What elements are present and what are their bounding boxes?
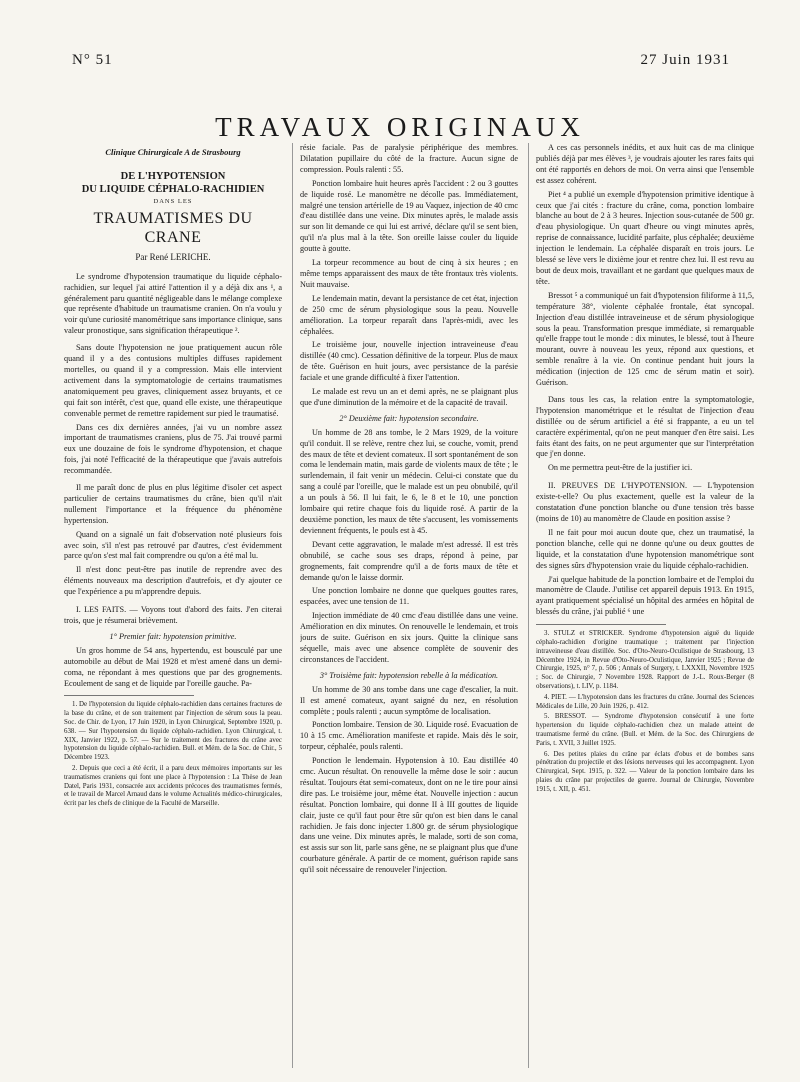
paragraph: Il me paraît donc de plus en plus légitime d'isoler cet aspect particulier de certains traumatismes du crâne, bien qu'il n'ait nullement l'importance et la fréquence du phénomène hypertension. <box>64 483 282 525</box>
paragraph: Sans doute l'hypotension ne joue pratiquement aucun rôle quand il y a des contusions multiples diffuses rapidement mortelles, ou quand il y a compression. Mais elle intervient activement dans la symptomatologie de certains traumatismes anatomiquement peu graves, cliniquement assez bruyants, et ce qui fait son intérêt, c'est que, quand elle existe, une thérapeutique convenable permet de remettre rapidement sur pied le traumatisé. <box>64 343 282 418</box>
footnote: 2. Depuis que ceci a été écrit, il a paru deux mémoires importants sur les traumatismes craniens qui font une place à l'hypotension : La Thèse de Jean Datel, Paris 1931, consacrée aux accidents précoces des traumatismes fermés, et le travail de Marcel Arnaud dans le volume Actualités médico-chirurgicales, écrit par les chefs de clinique de la Faculté de Marseille. <box>64 765 282 808</box>
paragraph: Ponction lombaire huit heures après l'accident : 2 ou 3 gouttes de liquide rosé. Le manomètre ne décolle pas. Immédiatement, malgré une tension artérielle de 19 au Vaquez, injection de 40 cmc d'eau distillée dans une veine. Dix minutes après, le malade assis sur son lit demande ce qui lui est arrivé, déclare qu'il se sent bien, qu'il n'a plus mal à la tête. Son oreille laisse couler du liquide goutte à goutte. <box>300 178 518 254</box>
paragraph: Un homme de 30 ans tombe dans une cage d'escalier, la nuit. Il est amené comateux, ayant saigné du nez, en résolution complète ; pouls ralenti ; aucun symptôme de localisation. <box>300 684 518 716</box>
paragraph: Le syndrome d'hypotension traumatique du liquide céphalo-rachidien, sur lequel j'ai attiré l'attention il y a déjà dix ans ¹, a généralement paru quantité négligeable dans le mélange complexe que représente d'habitude un traumatisme cranien. On n'a voulu y voir qu'une curiosité manométrique sans importance clinique, sans valeur pronostique, sans signification thérapeutique ². <box>64 271 282 336</box>
footnote-rule <box>536 624 666 625</box>
article-title-main: TRAUMATISMES DU CRANE <box>93 209 253 246</box>
case-heading: 3° Troisième fait: hypotension rebelle à la médication. <box>319 670 499 680</box>
paragraph: Ponction lombaire. Tension de 30. Liquide rosé. Evacuation de 10 à 15 cmc. Amélioration manifeste et rapide. Mais dès le soir, torpeur, céphalée, pouls ralenti. <box>300 720 518 752</box>
paragraph: Ponction le lendemain. Hypotension à 10. Eau distillée 40 cmc. Aucun résultat. On renouvelle la même dose le soir : aucun résultat. Toujours état semi-comateux, dont on ne le tire pour ainsi dire pas. Le troisième jour, même état. Nouvelle injection : aucun résultat. Ponction lombaire, qui donne II à III gouttes de liquide clair, juste ce qu'il faut pour être sûr qu'on est bien dans le canal rachidien. Je fais donc injecter 1.800 gr. de sérum physiologique dans une veine. Dix minutes après, le malade, sorti de son coma, est assis sur son lit, parle sans gêne, ne se plaignant plus que d'une courbature générale. A partir de ce moment, guérison rapide sans qu'il soit nécessaire de renouveler l'injection. <box>300 756 518 875</box>
paragraph: Il ne fait pour moi aucun doute que, chez un traumatisé, la ponction blanche, celle qui ne donne qu'une ou deux gouttes de liquide, et la constatation d'une hypotension manométrique sont des signes sûrs d'hypotension vraie du liquide céphalo-rachidien. <box>536 527 754 570</box>
footnote: 5. BRESSOT. — Syndrome d'hypotension consécutif à une forte hypertension du liquide céphalo-rachidien chez un malade atteint de traumatisme fermé du crâne. (Bull. et Mém. de la Soc. des Chirurgiens de Paris, t. XVII, 3 Juillet 1925. <box>536 713 754 747</box>
column-1 <box>64 143 282 1068</box>
author-byline: Par René LERICHE. <box>135 251 211 262</box>
paragraph: Dans ces dix dernières années, j'ai vu un nombre assez important de traumatismes craniens, plus de 75. J'ai trouvé parmi eux une douzaine de fois le syndrome d'hypotension, et chaque fois, j'ai noté l'efficacité de la thérapeutique que j'avais autrefois recommandée. <box>64 422 282 476</box>
footnote: 4. PIET. — L'hypotension dans les fractures du crâne. Journal des Sciences Médicales de Lille, 20 Juin 1926, p. 412. <box>536 693 754 710</box>
paragraph: A ces cas personnels inédits, et aux huit cas de ma clinique publiés déjà par mes élèves ³, je voudrais ajouter les rares faits qui ont été rapportés en dehors de moi. On verra ainsi que l'ensemble est assez cohérent. <box>536 143 754 185</box>
article-title-line-2: DU LIQUIDE CÉPHALO-RACHIDIEN <box>81 183 265 195</box>
section-heading: II. PREUVES DE L'HYPOTENSION. — L'hypotension existe-t-elle? Ou plus exactement, quelle est la valeur de la constatation d'une ponction blanche ou d'une tension très basse (moins de 10) au manomètre de Claude en position assise ? <box>536 481 754 523</box>
paragraph: Le malade est revu un an et demi après, ne se plaignant plus que d'une diminution de la mémoire et de la capacité de travail. <box>300 387 518 407</box>
column-2 <box>300 143 518 1068</box>
paragraph: Un gros homme de 54 ans, hypertendu, est bousculé par une automobile au début de Mai 1928 et m'est amené dans un demi-coma, ne répondant à mes questions que par des grognements. Ecoulement de sang et de liquide par l'oreille gauche. Pa- <box>64 645 282 688</box>
paragraph: Une ponction lombaire ne donne que quelques gouttes rares, espacées, avec une tension de 11. <box>300 586 518 607</box>
paragraph: On me permettra peut-être de la justifier ici. <box>548 463 693 473</box>
paragraph: Piet ⁴ a publié un exemple d'hypotension primitive identique à ceux que j'ai cités : fracture du crâne, coma, ponction lombaire blanche au bout de 2 à 3 heures. Injection sous-cutanée de 500 gr. d'eau physiologique. Un quart d'heure ou vingt minutes après, reprise de connaissance, lucidité parfaite, plus céphalée; deuxième injection le lendemain. La céphalée disparaît en trois jours. Le blessé se lève vers le dixième jour et rentre chez lui. Il est revu au bout de deux mois, travaillant et ne gardant que quelques maux de tête. <box>536 189 754 286</box>
paragraph: La torpeur recommence au bout de cinq à six heures ; en même temps apparaissent des maux de tête frontaux très violents. Nuit mauvaise. <box>300 258 518 289</box>
article-title-connector: DANS LES <box>153 197 193 205</box>
paragraph: Il n'est donc peut-être pas inutile de reprendre avec des éléments nouveaux ma description d'autrefois, et d'y ajouter ce que l'expérience a pu m'apprendre depuis. <box>64 565 282 597</box>
paragraph: J'ai quelque habitude de la ponction lombaire et de l'emploi du manomètre de Claude. J'utilise cet appareil depuis 1913. En 1915, ayant pratiquement spécialisé un hôpital des armées en hôpital de blessés du crâne, j'ai publié ⁶ une <box>536 574 754 617</box>
section-heading: I. LES FAITS. — Voyons tout d'abord des faits. J'en citerai trois, que je résumerai brièvement. <box>64 605 282 625</box>
paragraph: résie faciale. Pas de paralysie périphérique des membres. Dilatation pupillaire du côté de la fracture. Aucun signe de compression. Pouls ralenti : 55. <box>300 143 518 174</box>
issue-date: 27 Juin 1931 <box>640 52 730 68</box>
clinic-name: Clinique Chirurgicale A de Strasbourg <box>105 147 241 157</box>
footnote: 3. STULZ et STRICKER. Syndrome d'hypotension aiguë du liquide céphalo-rachidien d'origine traumatique ; traitement par l'injection intraveineuse d'eau distillée. Soc. d'Oto-Neuro-Oculistique de Strasbourg, 13 Décembre 1924, in Revue d'Oto-Neuro-Oculistique, Janvier 1925 ; Revue de Chirurgie, 1925, n° 7, p. 506 ; Annals of Surgery, t. LXXXII, Novembre 1925 ; Soc. de Chirurgie, 7 Novembre 1928. Rapport de J.-L. Roux-Berger (8 observations), t. LIV, p. 1184. <box>536 630 754 690</box>
paragraph: Le troisième jour, nouvelle injection intraveineuse d'eau distillée (40 cmc). Cessation définitive de la torpeur. Plus de maux de tête. Guérison en huit jours, avec persistance de la parésie faciale et une grande difficulté à fixer l'attention. <box>300 340 518 383</box>
issue-number: N° 51 <box>72 52 113 68</box>
paragraph: Bressot ⁵ a communiqué un fait d'hypotension filiforme à 11,5, température 38°, violente céphalée frontale, état syncopal. Injection d'eau distillée intraveineuse et de sérum physiologique sous la peau. Transformation presque immédiate, si remarquable qu'elle frappe tout le monde : dix minutes, le blessé, tout à l'heure mourant, ouvre à nouveau les yeux, répond aux questions, et semble renaître à la vie. On continue pendant huit jours la médication (injection de 125 cmc de sérum matin et soir). Guérison. <box>536 290 754 388</box>
footnote: 6. Des petites plaies du crâne par éclats d'obus et de bombes sans pénétration du projectile et des lésions nerveuses qui les accompagnent. Lyon Chirurgical, Sept. 1915, p. 322. — Valeur de la ponction lombaire dans les plaies du crâne par projectiles de guerre. Journal de Chirurgie, Novembre 1915, t. XII, p. 451. <box>536 750 754 793</box>
paragraph: Un homme de 28 ans tombe, le 2 Mars 1929, de la voiture qu'il conduit. Il se relève, rentre chez lui, se couche, vomit, prend des maux de tête et devient comateux. Il sort spontanément de son coma le lendemain matin, mais garde de violents maux de tête ; le surlendemain, il fait venir un médecin. Celui-ci constate que du sang a coulé par l'oreille, que le malade est un peu obnubilé, qu'il a un pouls à 56. Il lui fait, le 6, le 8 et le 10, une ponction lombaire qui retire chaque fois du liquide rosé. A partir de la deuxième ponction, les maux de tête s'accusent, les vomissements deviennent fréquents, le pouls est à 45. <box>300 427 518 535</box>
case-heading: 2° Deuxième fait: hypotension secondaire. <box>339 413 479 423</box>
column-3 <box>536 143 754 1068</box>
paragraph: Devant cette aggravation, le malade m'est adressé. Il est très obnubilé, se cache sous ses draps, répond à peine, par grognements, fait comprendre qu'il a de forts maux de tête et demande qu'on le laisse dormir. <box>300 539 518 582</box>
article-title-line-1: DE L'HYPOTENSION <box>120 170 226 182</box>
footnote-rule <box>64 695 194 696</box>
paragraph: Dans tous les cas, la relation entre la symptomatologie, l'hypotension manométrique et le résultat de l'injection d'eau distillée ou de sérum artificiel a été si frappante, a eu un tel caractère expérimental, qu'on ne peut manquer d'en être saisi. Les faits étant des faits, on ne peut argumenter que sur l'interprétation que j'en donne. <box>536 394 754 459</box>
paragraph: Quand on a signalé un fait d'observation noté plusieurs fois avec soin, s'il n'est pas retrouvé par d'autres, c'est évidemment parce qu'on s'est mal fait comprendre ou qu'on a été mal lu. <box>64 529 282 561</box>
paragraph: Injection immédiate de 40 cmc d'eau distillée dans une veine. Amélioration en dix minutes. On renouvelle le lendemain, et trois jours de suite. Guérison en six jours. Quitte la clinique sans séquelle, mais avec une absence complète de souvenir des circonstances de l'accident. <box>300 611 518 664</box>
section-title: TRAVAUX ORIGINAUX <box>215 112 585 143</box>
footnote: 1. De l'hypotension du liquide céphalo-rachidien dans certaines fractures de la base du crâne, et de son traitement par l'injection de sérum sous la peau. Soc. de Chir. de Lyon, 17 Juin 1920, in Lyon Chirurgical, Septembre 1920, p. 638. — Sur l'hypotension du liquide céphalo-rachidien. Lyon Chirurgical, t. XIX, Janvier 1922, p. 57. — Sur le traitement des fractures du crâne avec hypotension du liquide céphalo-rachidien. Bull. et Mém. de la Soc. de Chir., 5 Décembre 1923. <box>64 701 282 762</box>
case-heading: 1° Premier fait: hypotension primitive. <box>109 631 237 641</box>
article-body <box>64 143 754 1068</box>
paragraph: Le lendemain matin, devant la persistance de cet état, injection de 250 cmc de sérum physiologique sous la peau. Nouvelle amélioration. La torpeur reparaît dans l'après-midi, avec les céphalées. <box>300 293 518 336</box>
